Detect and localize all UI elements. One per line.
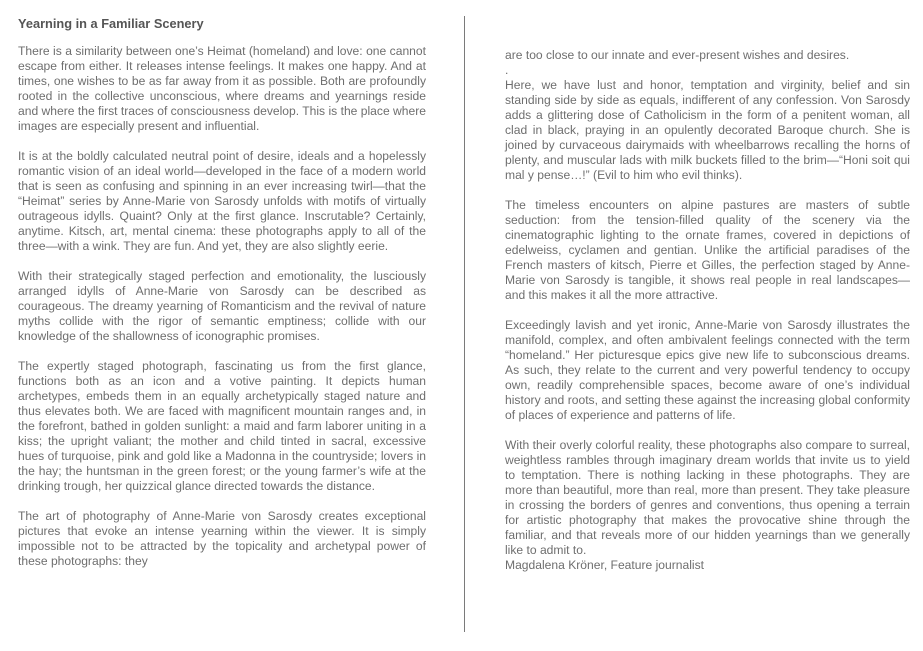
paragraph: With their strategically staged perfection and emotionality, the lusciously arranged idylls of Anne-Marie von Sarosdy can be described as courageous. The dreamy yearning of Romanticism and the revival of nature myths collide with the rigor of semantic emptiness; collide with our knowledge of the shallowness of iconographic promises. <box>18 269 426 343</box>
paragraph: It is at the boldly calculated neutral point of desire, ideals and a hopelessly romantic vision of an ideal world—developed in the face of a modern world that is seen as confusing and spinning in an ever increasing twirl—that the “Heimat” series by Anne-Marie von Sarosdy unfolds with motifs of virtually outrageous idylls. Quaint? Only at the first glance. Inscrutable? Certainly, anytime. Kitsch, art, mental cinema: these photographs apply to all of the three—with a wink. They are fun. And yet, they are also slightly eerie. <box>18 149 426 253</box>
paragraph: Exceedingly lavish and yet ironic, Anne-Marie von Sarosdy illustrates the manifold, complex, and often ambivalent feelings connected with the term “homeland.” Her picturesque epics give new life to subconscious dreams. As such, they relate to the current and very powerful tendency to occupy own, readily comprehensible spaces, become aware of one’s individual history and roots, and setting these against the increasing global conformity of places of experience and patterns of life. <box>505 318 910 422</box>
paragraph: Here, we have lust and honor, temptation and virginity, belief and sin standing side by side as equals, indifferent of any confession. Von Sarosdy adds a glittering dose of Catholicism in the form of a penitent woman, all clad in black, praying in an opulently decorated Baroque church. She is joined by curvaceous dairymaids with wheelbarrows recalling the horns of plenty, and muscular lads with milk buckets filled to the brim—“Honi soit qui mal y pense…!” (Evil to him who evil thinks). <box>505 78 910 182</box>
article-title: Yearning in a Familiar Scenery <box>18 16 204 31</box>
paragraph: With their overly colorful reality, these photographs also compare to surreal, weightless rambles through imaginary dream worlds that invite us to yield to temptation. There is nothing lacking in these photographs. They are more than beautiful, more than real, more than present. They take pleasure in crossing the borders of genres and conventions, thus opening a terrain for artistic photography that makes the provocative shine through the familiar, and that reveals more of our hidden yearnings than we generally like to admit to. <box>505 438 910 557</box>
column-divider <box>464 16 465 632</box>
left-column <box>18 15 426 569</box>
stray-dot: . <box>505 63 509 77</box>
paragraph: There is a similarity between one’s Heimat (homeland) and love: one cannot escape from either. It releases intense feelings. It makes one happy. And at times, one wishes to be as far away from it as possible. Both are profoundly rooted in the collective unconscious, where dreams and yearnings reside and where the first traces of consciousness develop. This is the place where images are especially present and influential. <box>18 44 426 133</box>
paragraph: The expertly staged photograph, fascinating us from the first glance, functions both as an icon and a votive painting. It depicts human archetypes, embeds them in an equally archetypically staged nature and thus elevates both. We are faced with magnificent mountain ranges and, in the forefront, bathed in golden sunlight: a maid and farm laborer uniting in a kiss; the upright valiant; the mother and child tinted in sacral, excessive hues of turquoise, pink and gold like a Madonna in the countryside; lovers in the hay; the huntsman in the green forest; or the young farmer’s wife at the drinking trough, her quizzical glance directed towards the distance. <box>18 359 426 493</box>
paragraph-continuation: are too close to our innate and ever-present wishes and desires. <box>505 48 850 62</box>
paragraph: The art of photography of Anne-Marie von Sarosdy creates exceptional pictures that evoke an intense yearning within the viewer. It is simply impossible not to be attracted by the topicality and archetypal power of these photographs: they <box>18 509 426 568</box>
paragraph: The timeless encounters on alpine pastures are masters of subtle seduction: from the tension-filled quality of the scenery via the cinematographic lighting to the ornate frames, covered in depictions of edelweiss, cyclamen and gentian. Unlike the artificial paradises of the French masters of kitsch, Pierre et Gilles, the perfection staged by Anne-Marie von Sarosdy is tangible, it shows real people in real landscapes—and this makes it all the more attractive. <box>505 198 910 302</box>
author-signature: Magdalena Kröner, Feature journalist <box>505 558 704 572</box>
right-column <box>505 48 910 573</box>
